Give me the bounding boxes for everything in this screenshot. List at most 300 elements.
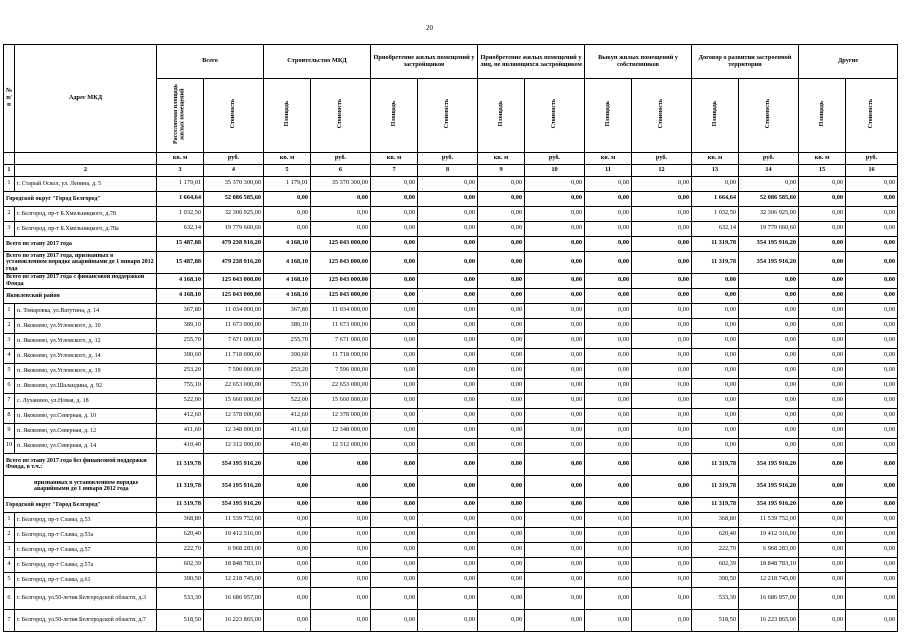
value-cell: 52 086 585,60 <box>739 191 799 206</box>
value-cell: 7 596 000,00 <box>204 363 264 378</box>
value-cell: 1 032,50 <box>692 206 739 221</box>
value-cell: 0,00 <box>846 587 898 609</box>
value-cell: 390,60 <box>157 348 204 363</box>
value-cell: 16 223 865,00 <box>739 609 799 631</box>
value-cell: 0,00 <box>799 176 846 191</box>
value-cell: 12 378 000,00 <box>311 408 371 423</box>
value-cell: 11 673 000,00 <box>311 318 371 333</box>
value-cell: 12 378 000,00 <box>204 408 264 423</box>
value-cell: 0,00 <box>846 273 898 288</box>
value-cell: 0,00 <box>264 587 311 609</box>
value-cell: 0,00 <box>692 408 739 423</box>
address-cell: п. Яковлево, ул.Угловского, д. 10 <box>15 318 157 333</box>
value-cell: 0,00 <box>846 288 898 303</box>
value-cell: 0,00 <box>632 453 692 475</box>
table-row <box>4 527 898 542</box>
value-cell: 0,00 <box>418 527 478 542</box>
value-cell: 0,00 <box>846 363 898 378</box>
unit-cell: кв. м <box>799 152 846 164</box>
value-cell: 0,00 <box>632 273 692 288</box>
value-cell: 0,00 <box>585 348 632 363</box>
value-cell: 0,00 <box>799 318 846 333</box>
value-cell: 0,00 <box>311 557 371 572</box>
value-cell: 0,00 <box>418 273 478 288</box>
value-cell: 0,00 <box>799 393 846 408</box>
address-cell: п. Яковлево, ул.Угловского, д. 19 <box>15 363 157 378</box>
value-cell: 4 168,10 <box>264 288 311 303</box>
value-cell: 354 195 916,20 <box>739 236 799 251</box>
table-row <box>4 303 898 318</box>
value-cell: 0,00 <box>478 423 525 438</box>
value-cell: 0,00 <box>525 557 585 572</box>
value-cell: 0,00 <box>264 557 311 572</box>
value-cell: 0,00 <box>692 273 739 288</box>
value-cell: 0,00 <box>799 251 846 273</box>
table-header <box>4 45 898 177</box>
value-cell: 479 238 916,20 <box>204 236 264 251</box>
column-number: 16 <box>846 164 898 176</box>
value-cell: 0,00 <box>478 557 525 572</box>
value-cell: 0,00 <box>371 393 418 408</box>
value-cell: 0,00 <box>478 303 525 318</box>
value-cell: 0,00 <box>525 176 585 191</box>
value-cell: 0,00 <box>846 348 898 363</box>
value-cell: 0,00 <box>632 206 692 221</box>
address-cell: п. Яковлево, ул.Угловского, д. 14 <box>15 348 157 363</box>
unit-cell <box>4 152 15 164</box>
value-cell: 0,00 <box>799 363 846 378</box>
value-cell: 0,00 <box>632 475 692 497</box>
header-subcolumn: Стоимость <box>311 79 371 153</box>
value-cell: 0,00 <box>632 557 692 572</box>
value-cell: 354 195 916,20 <box>739 453 799 475</box>
value-cell: 32 306 925,00 <box>204 206 264 221</box>
address-cell: г. Старый Оскол, ул. Ленина, д. 5 <box>15 176 157 191</box>
value-cell: 0,00 <box>632 587 692 609</box>
row-number: 9 <box>4 423 15 438</box>
unit-cell: руб. <box>418 152 478 164</box>
value-cell: 0,00 <box>632 542 692 557</box>
address-cell: г. Белгород, пр-т Б.Хмельницкого, д.78а <box>15 221 157 236</box>
row-number: 7 <box>4 393 15 408</box>
table-row <box>4 542 898 557</box>
value-cell: 0,00 <box>418 251 478 273</box>
unit-cell: руб. <box>846 152 898 164</box>
value-cell: 0,00 <box>311 587 371 609</box>
header-group: Договор о развитии застроенной территории <box>692 45 799 79</box>
value-cell: 0,00 <box>525 288 585 303</box>
value-cell: 0,00 <box>525 609 585 631</box>
value-cell: 412,60 <box>157 408 204 423</box>
value-cell: 0,00 <box>264 206 311 221</box>
value-cell: 0,00 <box>739 273 799 288</box>
value-cell: 0,00 <box>478 527 525 542</box>
value-cell: 0,00 <box>478 206 525 221</box>
value-cell: 0,00 <box>311 221 371 236</box>
value-cell: 0,00 <box>739 348 799 363</box>
value-cell: 522,00 <box>157 393 204 408</box>
row-number: 2 <box>4 206 15 221</box>
value-cell: 0,00 <box>478 318 525 333</box>
value-cell: 4 168,10 <box>264 236 311 251</box>
value-cell: 0,00 <box>478 273 525 288</box>
value-cell: 0,00 <box>692 363 739 378</box>
value-cell: 0,00 <box>418 393 478 408</box>
value-cell: 15 487,88 <box>157 236 204 251</box>
column-number: 11 <box>585 164 632 176</box>
value-cell: 0,00 <box>846 191 898 206</box>
value-cell: 522,00 <box>264 393 311 408</box>
value-cell: 0,00 <box>525 236 585 251</box>
value-cell: 389,10 <box>264 318 311 333</box>
value-cell: 19 412 316,00 <box>739 527 799 542</box>
value-cell: 620,40 <box>692 527 739 542</box>
value-cell: 0,00 <box>311 191 371 206</box>
column-number: 4 <box>204 164 264 176</box>
value-cell: 0,00 <box>739 438 799 453</box>
value-cell: 0,00 <box>846 438 898 453</box>
value-cell: 0,00 <box>799 572 846 587</box>
total-row <box>4 453 898 475</box>
value-cell: 0,00 <box>525 273 585 288</box>
header-subcolumn: Стоимость <box>846 79 898 153</box>
value-cell: 0,00 <box>525 221 585 236</box>
header-group: Приобретение жилых помещений у застройщиков <box>371 45 478 79</box>
value-cell: 0,00 <box>799 191 846 206</box>
value-cell: 390,50 <box>692 572 739 587</box>
value-cell: 0,00 <box>371 191 418 206</box>
value-cell: 0,00 <box>585 191 632 206</box>
value-cell: 0,00 <box>264 572 311 587</box>
value-cell: 0,00 <box>371 572 418 587</box>
address-cell: г. Белгород, ул.50-летия Белгородской области, д.3 <box>15 587 157 609</box>
row-number: 3 <box>4 221 15 236</box>
value-cell: 0,00 <box>478 512 525 527</box>
value-cell: 0,00 <box>846 176 898 191</box>
value-cell: 0,00 <box>371 557 418 572</box>
page-number: 20 <box>426 24 433 32</box>
table-row <box>4 572 898 587</box>
table-row <box>4 318 898 333</box>
table-body <box>4 176 898 631</box>
row-number: 5 <box>4 363 15 378</box>
header-subcolumn: Стоимость <box>418 79 478 153</box>
value-cell: 253,20 <box>157 363 204 378</box>
column-number: 2 <box>15 164 157 176</box>
value-cell: 0,00 <box>418 572 478 587</box>
value-cell: 0,00 <box>846 453 898 475</box>
value-cell: 0,00 <box>478 542 525 557</box>
value-cell: 0,00 <box>846 408 898 423</box>
value-cell: 0,00 <box>371 176 418 191</box>
value-cell: 0,00 <box>418 333 478 348</box>
value-cell: 0,00 <box>264 542 311 557</box>
address-cell: п. Яковлево, ул.Северная, д. 12 <box>15 423 157 438</box>
value-cell: 0,00 <box>632 497 692 512</box>
value-cell: 125 043 000,00 <box>311 236 371 251</box>
value-cell: 755,10 <box>264 378 311 393</box>
value-cell: 0,00 <box>371 236 418 251</box>
value-cell: 1 179,01 <box>264 176 311 191</box>
value-cell: 0,00 <box>371 609 418 631</box>
row-number: 6 <box>4 587 15 609</box>
value-cell: 0,00 <box>371 206 418 221</box>
value-cell: 0,00 <box>846 206 898 221</box>
value-cell: 0,00 <box>418 557 478 572</box>
value-cell: 0,00 <box>585 475 632 497</box>
value-cell: 0,00 <box>418 408 478 423</box>
value-cell: 11 034 000,00 <box>204 303 264 318</box>
table-row <box>4 438 898 453</box>
value-cell: 533,30 <box>157 587 204 609</box>
value-cell: 0,00 <box>632 378 692 393</box>
header-subcolumn: Стоимость <box>204 79 264 153</box>
value-cell: 411,60 <box>157 423 204 438</box>
value-cell: 18 848 783,10 <box>739 557 799 572</box>
value-cell: 0,00 <box>632 348 692 363</box>
value-cell: 0,00 <box>371 363 418 378</box>
value-cell: 0,00 <box>371 408 418 423</box>
value-cell: 0,00 <box>585 497 632 512</box>
row-number: 3 <box>4 542 15 557</box>
value-cell: 0,00 <box>525 497 585 512</box>
value-cell: 0,00 <box>478 251 525 273</box>
header-group: Всего <box>157 45 264 79</box>
value-cell: 0,00 <box>632 191 692 206</box>
value-cell: 35 370 300,00 <box>204 176 264 191</box>
value-cell: 0,00 <box>418 497 478 512</box>
value-cell: 16 686 957,00 <box>204 587 264 609</box>
value-cell: 0,00 <box>846 251 898 273</box>
table-row <box>4 512 898 527</box>
value-cell: 0,00 <box>799 288 846 303</box>
value-cell: 0,00 <box>799 206 846 221</box>
value-cell: 354 195 916,20 <box>204 453 264 475</box>
value-cell: 0,00 <box>632 393 692 408</box>
value-cell: 0,00 <box>739 423 799 438</box>
address-cell: с. Луханино, ул.Новая, д. 18 <box>15 393 157 408</box>
value-cell: 0,00 <box>525 333 585 348</box>
header-group: Строительство МКД <box>264 45 371 79</box>
address-cell: п. Яковлево, ул.Шаландина, д. 92 <box>15 378 157 393</box>
value-cell: 0,00 <box>418 348 478 363</box>
value-cell: 0,00 <box>525 453 585 475</box>
header-group: Приобретение жилых помещений у лиц, не являющихся застройщиком <box>478 45 585 79</box>
value-cell: 0,00 <box>846 236 898 251</box>
table-row <box>4 393 898 408</box>
value-cell: 19 412 316,00 <box>204 527 264 542</box>
value-cell: 0,00 <box>585 527 632 542</box>
value-cell: 0,00 <box>692 318 739 333</box>
value-cell: 0,00 <box>525 408 585 423</box>
value-cell: 602,39 <box>157 557 204 572</box>
value-cell: 11 319,78 <box>157 497 204 512</box>
column-number: 10 <box>525 164 585 176</box>
value-cell: 125 043 000,00 <box>311 251 371 273</box>
value-cell: 0,00 <box>525 363 585 378</box>
value-cell: 18 848 783,10 <box>204 557 264 572</box>
value-cell: 0,00 <box>418 236 478 251</box>
value-cell: 0,00 <box>585 206 632 221</box>
value-cell: 0,00 <box>525 191 585 206</box>
value-cell: 0,00 <box>418 191 478 206</box>
value-cell: 0,00 <box>632 333 692 348</box>
value-cell: 0,00 <box>846 303 898 318</box>
value-cell: 1 179,01 <box>157 176 204 191</box>
value-cell: 255,70 <box>157 333 204 348</box>
value-cell: 0,00 <box>311 512 371 527</box>
row-number: 8 <box>4 408 15 423</box>
row-number: 1 <box>4 176 15 191</box>
column-number: 7 <box>371 164 418 176</box>
value-cell: 32 306 925,00 <box>739 206 799 221</box>
value-cell: 0,00 <box>371 453 418 475</box>
value-cell: 0,00 <box>632 572 692 587</box>
value-cell: 0,00 <box>418 303 478 318</box>
table-row <box>4 176 898 191</box>
value-cell: 0,00 <box>799 542 846 557</box>
value-cell: 0,00 <box>585 453 632 475</box>
value-cell: 0,00 <box>799 378 846 393</box>
value-cell: 0,00 <box>311 206 371 221</box>
value-cell: 0,00 <box>846 512 898 527</box>
value-cell: 0,00 <box>418 221 478 236</box>
value-cell: 0,00 <box>585 363 632 378</box>
value-cell: 0,00 <box>799 438 846 453</box>
value-cell: 0,00 <box>525 527 585 542</box>
unit-cell: кв. м <box>585 152 632 164</box>
column-number: 15 <box>799 164 846 176</box>
address-cell: г. Белгород, пр-т Б.Хмельницкого, д.78 <box>15 206 157 221</box>
value-cell: 125 043 000,00 <box>204 273 264 288</box>
column-number: 8 <box>418 164 478 176</box>
value-cell: 412,60 <box>264 408 311 423</box>
table-row <box>4 423 898 438</box>
unit-cell: руб. <box>739 152 799 164</box>
value-cell: 0,00 <box>846 542 898 557</box>
value-cell: 0,00 <box>739 288 799 303</box>
value-cell: 0,00 <box>311 527 371 542</box>
value-cell: 390,60 <box>264 348 311 363</box>
value-cell: 0,00 <box>799 587 846 609</box>
value-cell: 0,00 <box>585 288 632 303</box>
table-row <box>4 378 898 393</box>
value-cell: 0,00 <box>478 333 525 348</box>
value-cell: 0,00 <box>478 363 525 378</box>
value-cell: 12 218 745,00 <box>204 572 264 587</box>
row-number: 2 <box>4 318 15 333</box>
value-cell: 0,00 <box>418 609 478 631</box>
total-label: признанных в установленном порядке аварийными до 1 января 2012 года <box>4 475 157 497</box>
table-row <box>4 587 898 609</box>
value-cell: 533,30 <box>692 587 739 609</box>
value-cell: 0,00 <box>525 348 585 363</box>
value-cell: 16 223 865,00 <box>204 609 264 631</box>
value-cell: 0,00 <box>585 557 632 572</box>
unit-cell: кв. м <box>264 152 311 164</box>
value-cell: 0,00 <box>632 609 692 631</box>
value-cell: 0,00 <box>525 542 585 557</box>
value-cell: 0,00 <box>371 587 418 609</box>
value-cell: 16 686 957,00 <box>739 587 799 609</box>
column-number: 9 <box>478 164 525 176</box>
value-cell: 0,00 <box>739 318 799 333</box>
value-cell: 0,00 <box>846 393 898 408</box>
value-cell: 12 348 000,00 <box>204 423 264 438</box>
total-row <box>4 273 898 288</box>
value-cell: 0,00 <box>264 453 311 475</box>
value-cell: 0,00 <box>525 318 585 333</box>
value-cell: 368,80 <box>157 512 204 527</box>
value-cell: 367,80 <box>157 303 204 318</box>
value-cell: 0,00 <box>585 572 632 587</box>
value-cell: 0,00 <box>846 557 898 572</box>
total-label: Городской округ "Город Белгород" <box>4 497 157 512</box>
value-cell: 11 319,78 <box>692 475 739 497</box>
total-label: Всего по этапу 2017 года, признанных в установленном порядке аварийными до 1 января 2012 года <box>4 251 157 273</box>
row-number: 1 <box>4 512 15 527</box>
value-cell: 0,00 <box>371 273 418 288</box>
row-number: 4 <box>4 348 15 363</box>
value-cell: 0,00 <box>799 303 846 318</box>
row-number: 3 <box>4 333 15 348</box>
value-cell: 0,00 <box>311 453 371 475</box>
value-cell: 35 370 300,00 <box>311 176 371 191</box>
table-row <box>4 363 898 378</box>
value-cell: 4 168,10 <box>157 288 204 303</box>
value-cell: 0,00 <box>525 587 585 609</box>
value-cell: 0,00 <box>418 206 478 221</box>
value-cell: 0,00 <box>846 333 898 348</box>
column-number: 5 <box>264 164 311 176</box>
address-cell: г. Белгород, пр-т Славы, д.53а <box>15 527 157 542</box>
value-cell: 0,00 <box>585 587 632 609</box>
table-row <box>4 557 898 572</box>
value-cell: 0,00 <box>739 333 799 348</box>
value-cell: 410,40 <box>157 438 204 453</box>
value-cell: 0,00 <box>478 378 525 393</box>
address-cell: п. Яковлево, ул.Северная, д. 10 <box>15 408 157 423</box>
value-cell: 11 718 000,00 <box>204 348 264 363</box>
value-cell: 0,00 <box>632 251 692 273</box>
value-cell: 354 195 916,20 <box>739 251 799 273</box>
value-cell: 0,00 <box>371 348 418 363</box>
value-cell: 0,00 <box>585 393 632 408</box>
column-number: 12 <box>632 164 692 176</box>
value-cell: 755,10 <box>157 378 204 393</box>
value-cell: 0,00 <box>692 288 739 303</box>
value-cell: 15 660 000,00 <box>311 393 371 408</box>
unit-cell: руб. <box>632 152 692 164</box>
value-cell: 0,00 <box>418 423 478 438</box>
header-subcolumn: Площадь <box>799 79 846 153</box>
value-cell: 368,80 <box>692 512 739 527</box>
address-cell: г. Белгород, пр-т Славы, д.57 <box>15 542 157 557</box>
value-cell: 0,00 <box>525 303 585 318</box>
value-cell: 0,00 <box>371 423 418 438</box>
value-cell: 125 043 000,00 <box>311 288 371 303</box>
value-cell: 0,00 <box>418 475 478 497</box>
value-cell: 0,00 <box>846 221 898 236</box>
value-cell: 0,00 <box>478 572 525 587</box>
value-cell: 0,00 <box>799 497 846 512</box>
value-cell: 0,00 <box>632 288 692 303</box>
value-cell: 0,00 <box>846 475 898 497</box>
header-subcolumn: Площадь <box>264 79 311 153</box>
value-cell: 411,60 <box>264 423 311 438</box>
value-cell: 602,39 <box>692 557 739 572</box>
value-cell: 1 032,50 <box>157 206 204 221</box>
